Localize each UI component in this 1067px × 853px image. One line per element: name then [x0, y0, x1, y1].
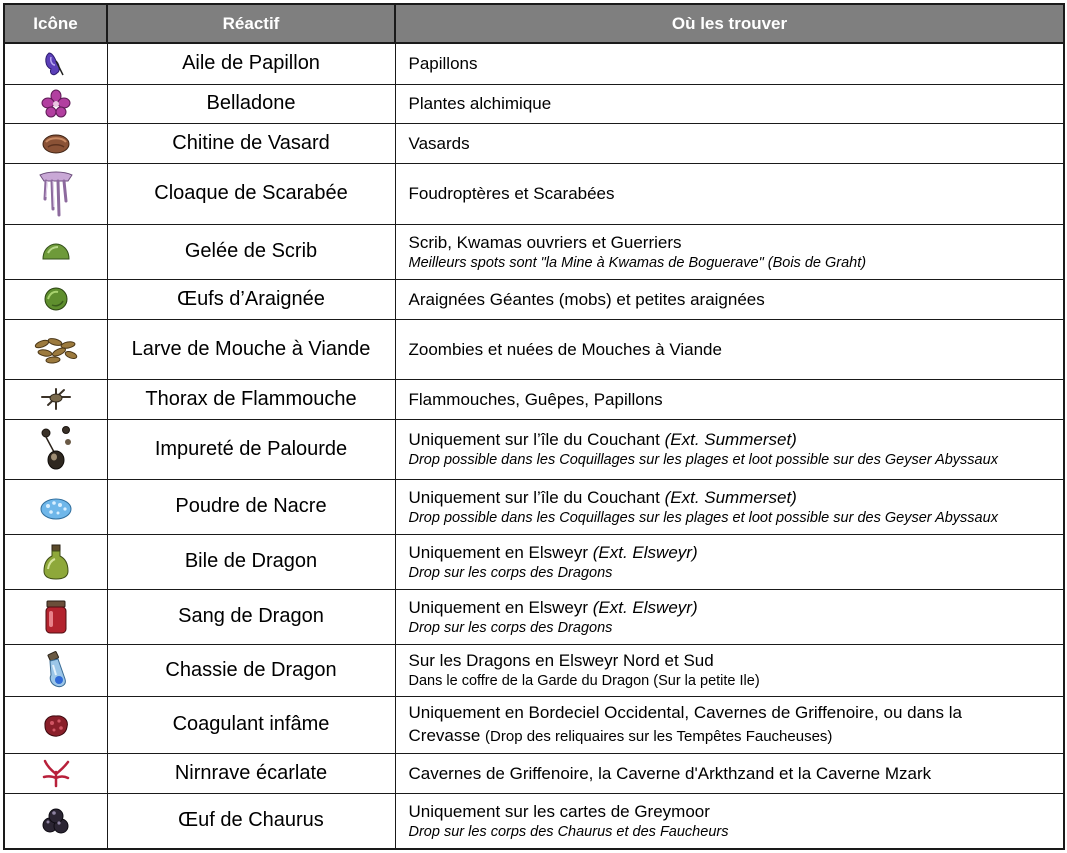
- location-main: Uniquement sur l’île du Couchant: [408, 430, 665, 449]
- location-main: Uniquement en Elsweyr: [408, 597, 593, 617]
- reagent-location: [395, 479, 1064, 534]
- table-row: [4, 696, 1064, 753]
- powdered-pearl-icon: [5, 492, 107, 522]
- table-row: [4, 793, 1064, 849]
- fleshfly-larva-icon: [5, 334, 107, 364]
- reagent-name: Sang de Dragon: [107, 589, 395, 644]
- location-main: Zoombies et nuées de Mouches à Viande: [408, 339, 722, 359]
- reagent-location: [395, 43, 1064, 84]
- reagent-location: [395, 644, 1064, 696]
- reagent-name: Aile de Papillon: [107, 43, 395, 84]
- location-main: Araignées Géantes (mobs) et petites araignées: [408, 289, 765, 309]
- table-row: [4, 279, 1064, 319]
- table-row: [4, 224, 1064, 279]
- location-detail: Meilleurs spots sont "la Mine à Kwamas de Boguerave" (Bois de Graht): [408, 254, 867, 271]
- table-row: [4, 589, 1064, 644]
- reagent-location: [395, 279, 1064, 319]
- reagent-name: Œuf de Chaurus: [107, 793, 395, 849]
- crimson-nirnroot-icon: [5, 758, 107, 788]
- expansion-label: (Ext. Summerset): [664, 487, 797, 507]
- location-main: Flammouches, Guêpes, Papillons: [408, 389, 663, 409]
- reagent-name: Gelée de Scrib: [107, 224, 395, 279]
- location-detail: Drop possible dans les Coquillages sur les plages et loot possible sur des Geyser Abyssaux: [408, 509, 998, 526]
- icon-cell: [4, 163, 107, 224]
- reagent-name: Impureté de Palourde: [107, 419, 395, 479]
- location-main: Vasards: [408, 133, 470, 153]
- reagent-location: [395, 84, 1064, 123]
- location-note: (Drop des reliquaires sur les Tempêtes Faucheuses): [485, 728, 833, 745]
- icon-cell: [4, 644, 107, 696]
- header-where: Où les trouver: [395, 4, 1064, 43]
- chaurus-egg-icon: [5, 806, 107, 836]
- location-detail: Drop sur les corps des Chaurus et des Faucheurs: [408, 823, 729, 840]
- expansion-label: (Ext. Elsweyr): [592, 597, 698, 617]
- reagent-location: [395, 379, 1064, 419]
- location-main: Sur les Dragons en Elsweyr Nord et Sud: [408, 651, 714, 670]
- butterfly-wing-icon: [5, 49, 107, 79]
- location-main: Scrib, Kwamas ouvriers et Guerriers: [408, 232, 682, 252]
- reagent-location: [395, 319, 1064, 379]
- icon-cell: [4, 123, 107, 163]
- table-row: [4, 163, 1064, 224]
- icon-cell: [4, 379, 107, 419]
- reagent-name: Cloaque de Scarabée: [107, 163, 395, 224]
- reagent-location: [395, 793, 1064, 849]
- clam-gall-icon: [5, 424, 107, 474]
- location-main: Plantes alchimique: [408, 94, 552, 113]
- table-row: [4, 534, 1064, 589]
- reagent-name: Thorax de Flammouche: [107, 379, 395, 419]
- reagent-location: [395, 123, 1064, 163]
- header-row: [4, 4, 1064, 43]
- vile-coagulant-icon: [5, 711, 107, 739]
- location-main-continued: Crevasse: [408, 726, 486, 745]
- reagent-location: [395, 163, 1064, 224]
- scrib-jelly-icon: [5, 241, 107, 263]
- reagents-table: [3, 3, 1065, 850]
- reagent-location: [395, 696, 1064, 753]
- icon-cell: [4, 753, 107, 793]
- reagent-location: [395, 224, 1064, 279]
- table-row: [4, 123, 1064, 163]
- reagent-location: [395, 534, 1064, 589]
- reagent-name: Bile de Dragon: [107, 534, 395, 589]
- icon-cell: [4, 224, 107, 279]
- table-row: [4, 479, 1064, 534]
- location-main: Uniquement en Elsweyr: [408, 542, 593, 562]
- header-reagent: Réactif: [107, 4, 395, 43]
- icon-cell: [4, 589, 107, 644]
- icon-cell: [4, 419, 107, 479]
- location-detail: Dans le coffre de la Garde du Dragon (Sur la petite Ile): [408, 673, 760, 689]
- torchbug-thorax-icon: [5, 385, 107, 413]
- location-main: Cavernes de Griffenoire, la Caverne d'Arkthzand et la Caverne Mzark: [408, 763, 932, 783]
- icon-cell: [4, 279, 107, 319]
- table-row: [4, 84, 1064, 123]
- dragons-blood-icon: [5, 599, 107, 635]
- table-row: [4, 753, 1064, 793]
- icon-cell: [4, 84, 107, 123]
- header-icon: Icône: [4, 4, 107, 43]
- reagent-name: Coagulant infâme: [107, 696, 395, 753]
- expansion-label: (Ext. Elsweyr): [592, 542, 698, 562]
- reagent-location: [395, 419, 1064, 479]
- table-row: [4, 379, 1064, 419]
- icon-cell: [4, 793, 107, 849]
- icon-cell: [4, 696, 107, 753]
- location-detail: Drop possible dans les Coquillages sur les plages et loot possible sur des Geyser Abyssaux: [408, 452, 998, 468]
- reagent-name: Belladone: [107, 84, 395, 123]
- location-main: Uniquement sur l’île du Couchant: [408, 487, 665, 507]
- location-main: Papillons: [408, 54, 478, 74]
- reagent-location: [395, 589, 1064, 644]
- reagent-name: Œufs d’Araignée: [107, 279, 395, 319]
- table-row: [4, 43, 1064, 84]
- reagent-name: Chassie de Dragon: [107, 644, 395, 696]
- spider-egg-icon: [5, 285, 107, 313]
- reagent-location: [395, 753, 1064, 793]
- location-main: Uniquement sur les cartes de Greymoor: [408, 801, 710, 821]
- table-row: [4, 319, 1064, 379]
- belladonna-flower-icon: [5, 89, 107, 119]
- dragon-bile-icon: [5, 543, 107, 581]
- icon-cell: [4, 43, 107, 84]
- location-main: Foudroptères et Scarabées: [408, 184, 615, 203]
- reagent-name: Poudre de Nacre: [107, 479, 395, 534]
- icon-cell: [4, 479, 107, 534]
- location-main: Uniquement en Bordeciel Occidental, Cavernes de Griffenoire, ou dans la: [408, 703, 962, 722]
- icon-cell: [4, 534, 107, 589]
- location-detail: Drop sur les corps des Dragons: [408, 564, 613, 581]
- mudcrab-chitin-icon: [5, 130, 107, 156]
- beetle-scuttle-icon: [5, 169, 107, 219]
- expansion-label: (Ext. Summerset): [664, 430, 797, 449]
- table-row: [4, 419, 1064, 479]
- reagent-name: Chitine de Vasard: [107, 123, 395, 163]
- table-row: [4, 644, 1064, 696]
- reagent-name: Nirnrave écarlate: [107, 753, 395, 793]
- reagent-name: Larve de Mouche à Viande: [107, 319, 395, 379]
- icon-cell: [4, 319, 107, 379]
- location-detail: Drop sur les corps des Dragons: [408, 619, 613, 636]
- dragon-rheum-icon: [5, 651, 107, 689]
